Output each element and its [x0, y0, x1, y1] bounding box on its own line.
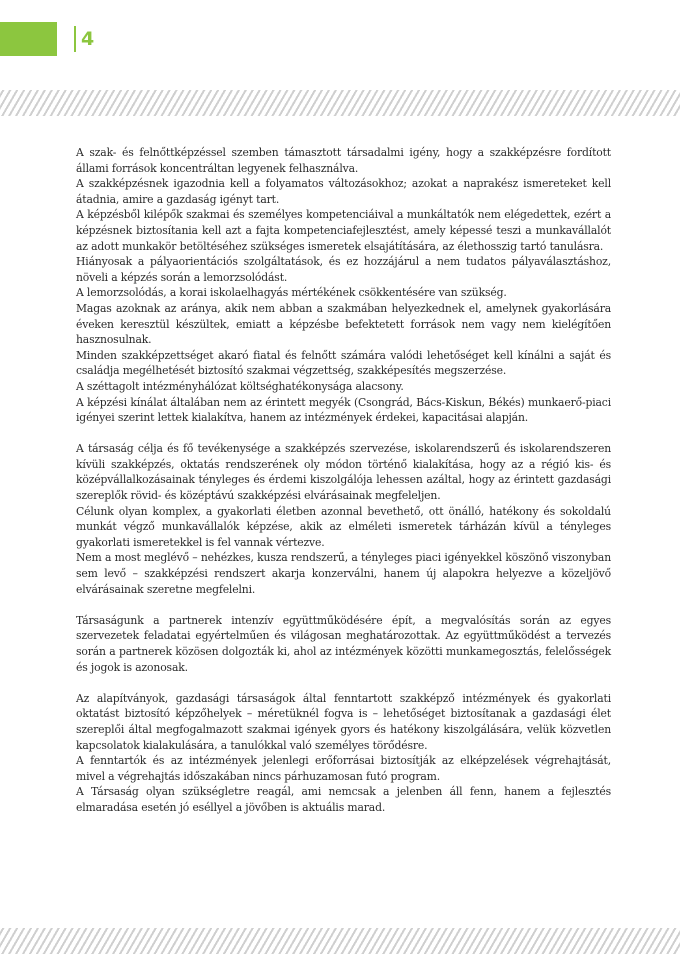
paragraph: A Társaság olyan szükségletre reagál, ami nemcsak a jelenben áll fenn, hanem a fejlesztés elmaradása esetén jó eséllyel a jövőben is aktuális marad.	[76, 785, 611, 814]
paragraph: A szak- és felnőttképzéssel szemben támasztott társadalmi igény, hogy a szakképzésre fordított állami források koncentráltan legyenek felhasználva.	[76, 146, 611, 175]
page-number: 4	[74, 26, 94, 52]
paragraph: Társaságunk a partnerek intenzív együttműködésére épít, a megvalósítás során az egyes szervezetek feladatai egyértelműen és világosan meghatározottak. Az együttműködést a tervezés során a partnerek közösen dolgozták ki, ahol az intézmények közötti munkamegosztás, felelősségek és jogok is azonosak.	[76, 613, 611, 674]
paragraph: A társaság célja és fő tevékenysége a szakképzés szervezése, iskolarendszerű és iskolarendszeren kívüli szakképzés, oktatás rendszerének oly módon történő kialakítása, hogy az a régió kis- és középvállalkozásainak tényleges és érdemi kiszolgálója lehessen azáltal, hogy az érintett gazdasági szereplők rövid- és középtávú szakképzési elvárásainak megfeleljen.	[76, 442, 611, 503]
body-text	[76, 145, 611, 816]
paragraph: A lemorzsolódás, a korai iskolaelhagyás mértékének csökkentésére van szükség.	[76, 286, 507, 300]
paragraph: A képzésből kilépők szakmai és személyes kompetenciáival a munkáltatók nem elégedettek, ezért a képzésnek biztosítania kell azt a fajta kompetenciafejlesztést, amely képessé teszi a munkavállalót az adott munkakör betöltéséhez szükséges ismeretek elsajátítására, az élethosszig tartó tanulásra.	[76, 208, 611, 253]
paragraph: Célunk olyan komplex, a gyakorlati életben azonnal bevethető, ott önálló, hatékony és sokoldalú munkát végző munkavállalók képzése, akik az elméleti ismeretek tárházán kívül a tényleges gyakorlati ismeretekkel is fel vannak vértezve.	[76, 504, 611, 549]
paragraph: Hiányosak a pályaorientációs szolgáltatások, és ez hozzájárul a nem tudatos pályaválasztáshoz, növeli a képzés során a lemorzsolódást.	[76, 255, 611, 284]
paragraph: Az alapítványok, gazdasági társaságok által fenntartott szakképző intézmények és gyakorlati oktatást biztosító képzőhelyek – méretüknél fogva is – lehetőséget biztosítanak a gazdasági élet szereplői által megfogalmazott szakmai igények gyors és hatékony kiszolgálására, velük közvetlen kapcsolatok kialakulására, a tanulókkal való személyes törődésre.	[76, 691, 611, 752]
paragraph: Minden szakképzettséget akaró fiatal és felnőtt számára valódi lehetőséget kell kínálni a saját és családja megélhetését biztosító szakmai végzettség, szakképesítés megszerzése.	[76, 348, 611, 378]
paragraph: A széttagolt intézményhálózat költséghatékonysága alacsony.	[76, 379, 404, 393]
paragraph: A szakképzésnek igazodnia kell a folyamatos változásokhoz; azokat a naprakész ismereteket kell átadnia, amire a gazdaság igényt tart.	[76, 177, 611, 206]
top-stripe-divider	[0, 90, 680, 116]
paragraph: Nem a most meglévő – nehézkes, kusza rendszerű, a tényleges piaci igényekkel köszönő viszonyban sem levő – szakképzési rendszert akarja konzerválni, hanem új alapokra helyezve a közeljövő elvárásainak szeretne megfelelni.	[76, 551, 611, 596]
paragraph: A képzési kínálat általában nem az érintett megyék (Csongrád, Bács-Kiskun, Békés) munkaerő-piaci igényei szerint lettek kialakítva, hanem az intézmények érdekei, kapacitásai alapján.	[76, 395, 611, 425]
paragraph: A fenntartók és az intézmények jelenlegi erőforrásai biztosítják az elképzelések végrehajtását, mivel a végrehajtás időszakában nincs párhuzamosan futó program.	[76, 754, 611, 783]
bottom-stripe-divider	[0, 928, 680, 954]
paragraph: Magas azoknak az aránya, akik nem abban a szakmában helyezkednek el, amelynek gyakorlására éveken keresztül készültek, emiatt a képzésbe befektetett források nem vagy nem kielégítően hasznosulnak.	[76, 301, 611, 347]
header-green-tab	[0, 22, 57, 56]
